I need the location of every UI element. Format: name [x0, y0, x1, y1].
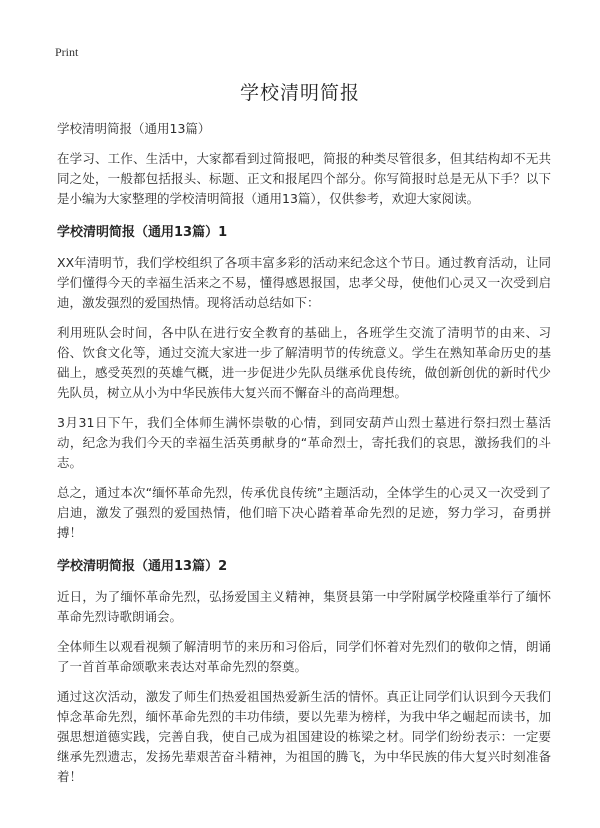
article-subtitle: 学校清明简报（通用13篇） — [57, 121, 211, 136]
section-2-paragraph-3: 通过这次活动，激发了师生们热爱祖国热爱新生活的情怀。真正让同学们认识到今天我们悼念革命先烈，缅怀革命先烈的丰功伟绩，要以先辈为榜样，为我中华之崛起而读书，加强思想道德实践，完善自我，使自己成为祖国建设的栋梁之材。同学们纷纷表示：一定要继承先烈遗志，发扬先辈艰苦奋斗精神，为祖国的腾飞，为中华民族的伟大复兴时刻准备着！ — [57, 689, 551, 784]
section-1-paragraph-3: 3月31日下午，我们全体师生满怀崇敬的心情，到同安葫芦山烈士墓进行祭扫烈士墓活动，纪念为我们今天的幸福生活英勇献身的“革命烈士，寄托我们的哀思，激扬我们的斗志。 — [57, 415, 551, 470]
section-heading-2: 学校清明简报（通用13篇）2 — [57, 559, 228, 574]
article-body — [57, 119, 551, 797]
section-1-paragraph-1: XX年清明节，我们学校组织了各项丰富多彩的活动来纪念这个节日。通过教育活动，让同学们懂得今天的幸福生活来之不易，懂得感恩报国，忠孝父母，使他们心灵又一次受到启迪，激发强烈的爱国热情。现将活动总结如下： — [57, 255, 551, 310]
intro-paragraph: 在学习、工作、生活中，大家都看到过简报吧，简报的种类尽管很多，但其结构却不无共同之处，一般都包括报头、标题、正文和报尾四个部分。你写简报时总是无从下手？以下是小编为大家整理的学校清明简报（通用13篇），仅供参考，欢迎大家阅读。 — [57, 151, 551, 206]
section-1-paragraph-2: 利用班队会时间，各中队在进行安全教育的基础上，各班学生交流了清明节的由来、习俗、饮食文化等，通过交流大家进一步了解清明节的传统意义。学生在熟知革命历史的基础上，感受英烈的英雄气概，进一步促进少先队员继承优良传统，做创新创优的新时代少先队员，树立从小为中华民族伟大复兴而不懈奋斗的高尚理想。 — [57, 325, 551, 400]
page-title: 学校清明简报 — [239, 82, 360, 104]
section-2-paragraph-2: 全体师生以观看视频了解清明节的来历和习俗后，同学们怀着对先烈们的敬仰之情，朗诵了一首首革命颂歌来表达对革命先烈的祭奠。 — [57, 639, 551, 674]
section-heading-1: 学校清明简报（通用13篇）1 — [57, 225, 228, 240]
section-2-paragraph-1: 近日，为了缅怀革命先烈，弘扬爱国主义精神，集贤县第一中学附属学校隆重举行了缅怀革命先烈诗歌朗诵会。 — [57, 589, 551, 624]
section-1-paragraph-4: 总之，通过本次“缅怀革命先烈，传承优良传统”主题活动，全体学生的心灵又一次受到了启迪，激发了强烈的爱国热情，他们暗下决心踏着革命先烈的足迹，努力学习，奋勇拼搏！ — [57, 485, 551, 540]
print-link[interactable]: Print — [55, 45, 79, 59]
